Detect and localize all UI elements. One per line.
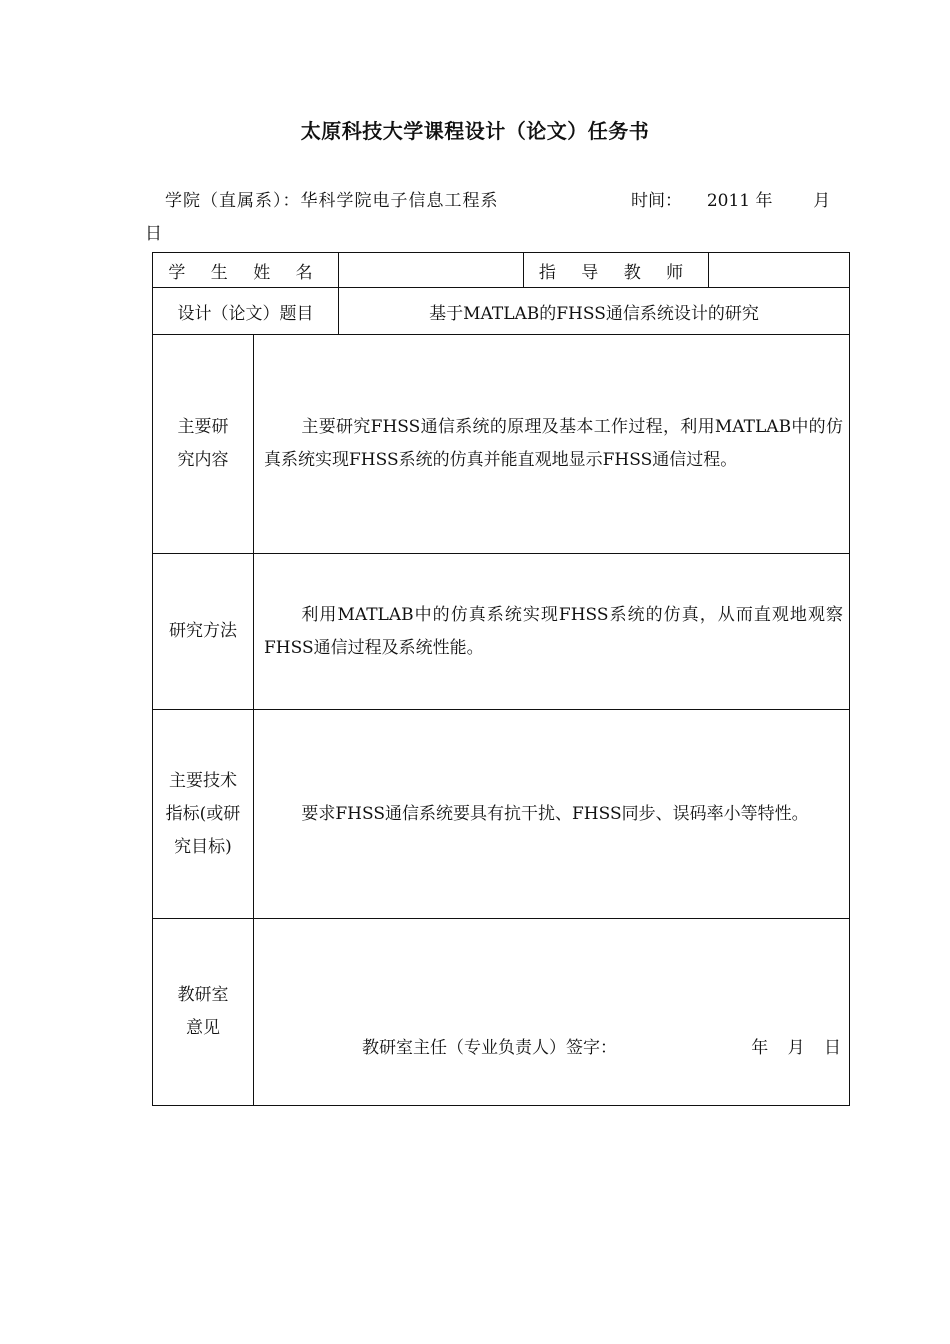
student-name-label: 学 生 姓 名 — [153, 253, 339, 288]
signature-date: 年 月 日 — [751, 1038, 841, 1058]
row-office-opinion — [153, 919, 850, 1106]
time-month-unit: 月 — [813, 191, 831, 211]
research-content-label-line1: 主要研 — [177, 417, 229, 437]
signature-label: 教研室主任（专业负责人）签字： — [362, 1038, 617, 1058]
row-research-content — [153, 335, 850, 554]
research-method-text: 利用MATLAB中的仿真系统实现FHSS系统的仿真，从而直观地观察FHSS通信过程及系统性能。 — [254, 554, 850, 710]
time-year-unit: 年 — [755, 191, 773, 211]
research-content-text: 主要研究FHSS通信系统的原理及基本工作过程，利用MATLAB中的仿真系统实现FHSS系统的仿真并能直观地显示FHSS通信过程。 — [254, 335, 850, 554]
research-method-label: 研究方法 — [153, 554, 254, 710]
advisor-label: 指 导 教 师 — [524, 253, 709, 288]
research-content-label — [153, 335, 254, 554]
row-research-method — [153, 554, 850, 710]
advisor-value[interactable] — [709, 253, 850, 288]
row-student-advisor — [153, 253, 850, 288]
time-day-unit: 日 — [145, 224, 162, 244]
time-year: 2011 — [706, 191, 751, 211]
office-opinion-label-line1: 教研室 — [177, 985, 229, 1005]
technical-targets-label — [153, 710, 254, 919]
topic-value: 基于MATLAB的FHSS通信系统设计的研究 — [339, 288, 850, 335]
student-name-value[interactable] — [339, 253, 524, 288]
department-line — [165, 186, 499, 211]
office-opinion-cell[interactable] — [254, 919, 850, 1106]
technical-targets-label-line1: 主要技术 — [169, 770, 237, 791]
office-opinion-label — [153, 919, 254, 1106]
department-label: 学院（直属系）： — [165, 191, 301, 211]
task-form-table — [152, 252, 850, 1106]
technical-targets-label-line3: 究目标) — [174, 836, 232, 857]
document-title: 太原科技大学课程设计（论文）任务书 — [300, 119, 650, 143]
topic-label: 设计（论文）题目 — [153, 288, 339, 335]
research-content-label-line2: 究内容 — [177, 450, 229, 470]
technical-targets-label-line2: 指标(或研 — [165, 803, 241, 824]
department-value: 华科学院电子信息工程系 — [300, 191, 499, 211]
row-topic — [153, 288, 850, 335]
technical-targets-text: 要求FHSS通信系统要具有抗干扰、FHSS同步、误码率小等特性。 — [254, 710, 850, 919]
row-technical-targets — [153, 710, 850, 919]
time-line — [631, 186, 830, 211]
time-label: 时间： — [631, 191, 682, 211]
office-opinion-label-line2: 意见 — [186, 1018, 220, 1038]
